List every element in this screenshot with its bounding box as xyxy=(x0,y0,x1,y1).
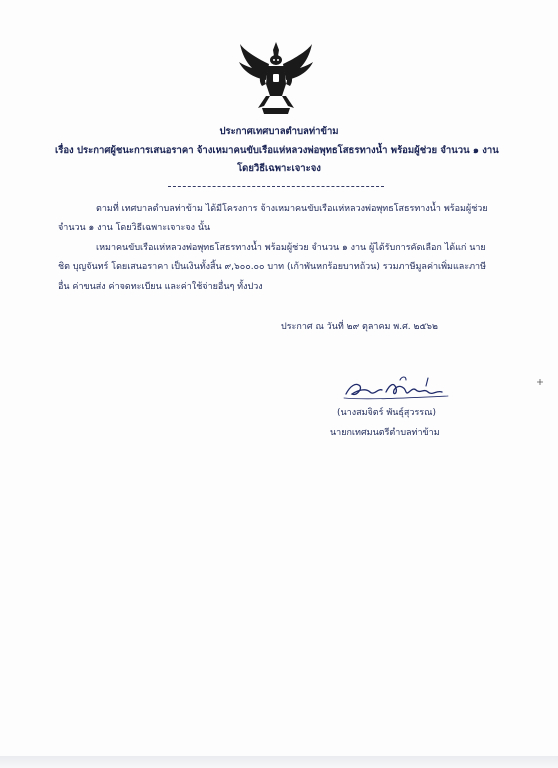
scan-edge xyxy=(0,756,558,768)
body-paragraph-2-line-3: อื่น ค่าขนส่ง ค่าจดทะเบียน และค่าใช้จ่ายอื่นๆ ทั้งปวง xyxy=(58,282,263,292)
ink-mark xyxy=(536,378,544,386)
body-paragraph-1-line-1: ตามที่ เทศบาลตำบลท่าข้าม ได้มีโครงการ จ้างเหมาคนขับเรือแห่หลวงพ่อพุทธโสธรทางน้ำ พร้อมผู้ช่วย xyxy=(96,204,488,214)
divider-line xyxy=(168,186,384,187)
body-paragraph-2-line-2: ชิต บุญจันทร์ โดยเสนอราคา เป็นเงินทั้งสิ้น ๙,๖๐๐.๐๐ บาท (เก้าพันหกร้อยบาทถ้วน) รวมภาษีมูลค่าเพิ่มและภาษี xyxy=(58,262,487,272)
body-paragraph-2-line-1: เหมาคนขับเรือแห่หลวงพ่อพุทธโสธรทางน้ำ พร้อมผู้ช่วย จำนวน ๑ งาน ผู้ได้รับการคัดเลือก ได้แก่ นาย xyxy=(96,243,486,253)
signer-name: (นางสมจิตร์ พันธุ์สุวรรณ) xyxy=(337,408,437,418)
announcement-title: ประกาศเทศบาลตำบลท่าข้าม xyxy=(219,126,339,137)
announcement-date: ประกาศ ณ วันที่ ๒๙ ตุลาคม พ.ศ. ๒๕๖๒ xyxy=(281,322,438,332)
handwritten-signature xyxy=(336,372,464,404)
announcement-subject: เรื่อง ประกาศผู้ชนะการเสนอราคา จ้างเหมาคนขับเรือแห่หลวงพ่อพุทธโสธรทางน้ำ พร้อมผู้ช่วย จำนวน ๑ งาน xyxy=(55,145,499,156)
garuda-emblem-icon xyxy=(236,40,316,118)
signer-position: นายกเทศมนตรีตำบลท่าข้าม xyxy=(330,428,440,438)
body-paragraph-1-line-2: จำนวน ๑ งาน โดยวิธีเฉพาะเจาะจง นั้น xyxy=(58,223,211,233)
announcement-subject-method: โดยวิธีเฉพาะเจาะจง xyxy=(237,163,321,174)
